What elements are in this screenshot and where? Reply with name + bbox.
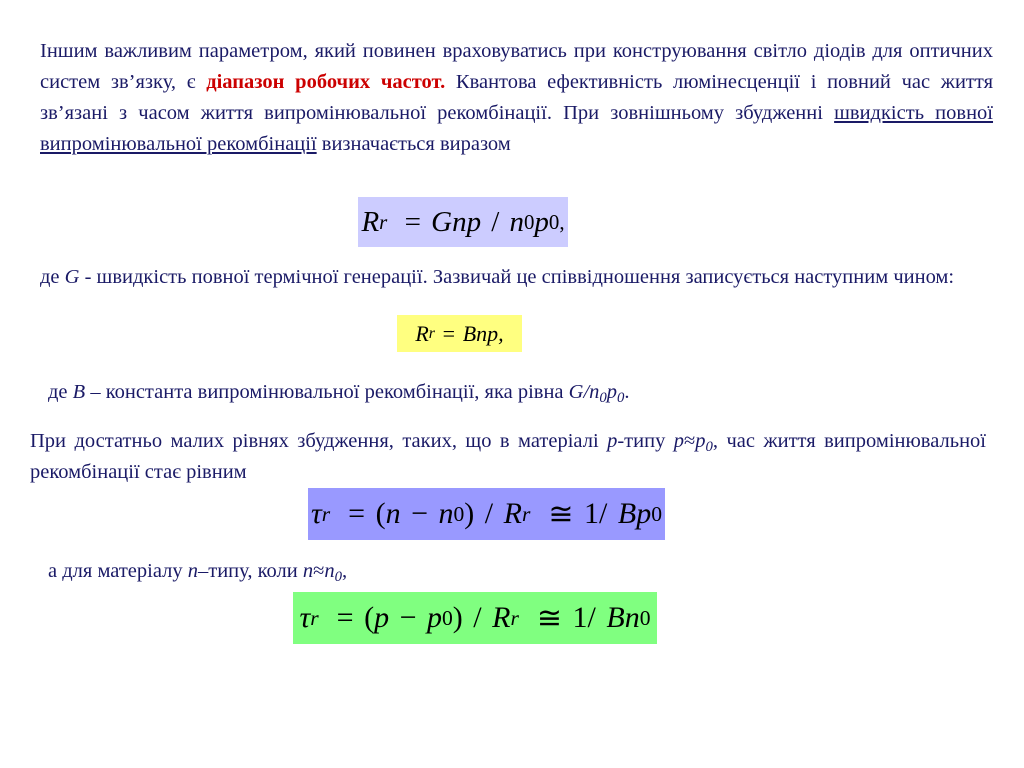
intro-text-continued: Квантова ефективність люмінесценції і повний час життя зв’язані з часом життя випромінювальної рекомбінації. При зовнішньому збудженні xyxy=(40,71,994,124)
paragraph-low-excitation: При достатньо малих рівнях збудження, таких, що в матеріалі p-типу $p\approx p_0$, час життя випромінювальної рекомбінації стає рівним xyxy=(30,430,986,483)
underlined-term: швидкість повної випромінювальної рекомбінації xyxy=(40,102,994,155)
paragraph-n-type: а для матеріалу n–типу, коли $n\approx n_0$, xyxy=(48,560,348,586)
formula-lifetime-p-type: τ r = ( n − n 0 ) / R r ≅ 1 / B p 0 xyxy=(308,488,665,540)
paragraph-g-definition: де G - швидкість повної термічної генерації. Зазвичай це співвідношення записується наступним чином: xyxy=(40,266,955,288)
paragraph-intro xyxy=(40,36,993,160)
highlight-term: діапазон робочих частот. xyxy=(206,71,446,93)
formula-radiative-rate-general: R r = Gnp / n 0 p 0, xyxy=(358,197,568,247)
formula-radiative-rate-bnp: R r = Bnp, xyxy=(397,315,522,352)
paragraph-b-definition: де B – константа випромінювальної рекомбінації, яка рівна $G/n_0p_0$. xyxy=(48,381,630,407)
intro-text-end: визначається виразом xyxy=(316,133,511,155)
formula-lifetime-n-type: τ r = ( p − p 0 ) / R r ≅ 1 / B n 0 xyxy=(293,592,657,644)
intro-text: Іншим важливим параметром, який повинен враховуватись при конструювання світло діодів для оптичних систем зв’язку, є xyxy=(40,40,993,93)
